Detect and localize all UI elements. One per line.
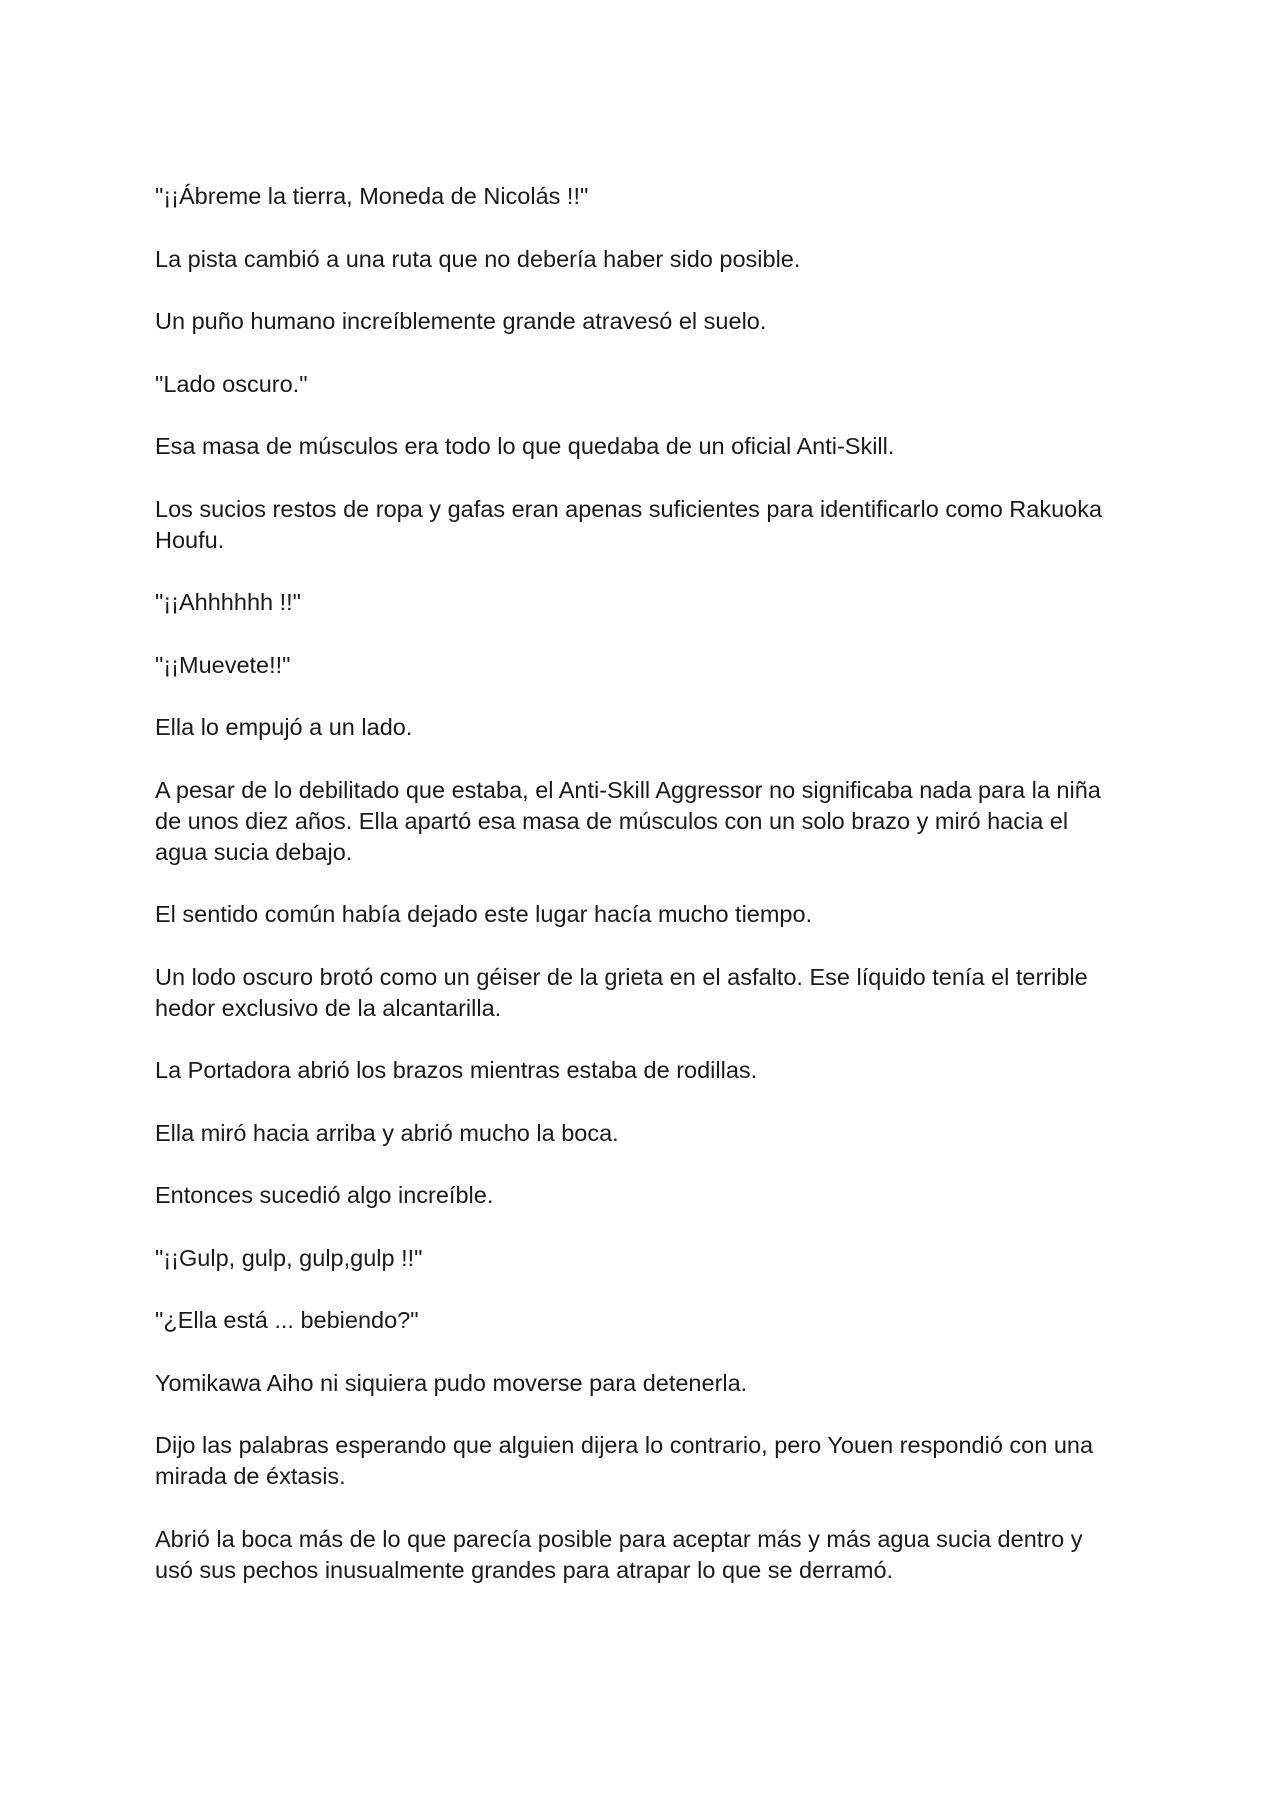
paragraph: A pesar de lo debilitado que estaba, el Anti-Skill Aggressor no significaba nada para la niña de unos diez años. Ella apartó esa masa de músculos con un solo brazo y miró hacia el agua sucia debajo. — [155, 776, 1101, 865]
paragraph: "¿Ella está ... bebiendo?" — [155, 1307, 419, 1333]
paragraph: Un puño humano increíblemente grande atravesó el suelo. — [155, 308, 767, 334]
paragraph: El sentido común había dejado este lugar hacía mucho tiempo. — [155, 901, 813, 927]
paragraph: "¡¡Gulp, gulp, gulp,gulp !!" — [155, 1244, 423, 1271]
paragraph: "Lado oscuro." — [155, 370, 308, 397]
paragraph: Los sucios restos de ropa y gafas eran apenas suficientes para identificarlo como Rakuoka Houfu. — [155, 495, 1103, 553]
paragraph: Abrió la boca más de lo que parecía posible para aceptar más y más agua sucia dentro y usó sus pechos inusualmente grandes para atrapar lo que se derramó. — [155, 1525, 1083, 1583]
paragraph: La Portadora abrió los brazos mientras estaba de rodillas. — [155, 1057, 758, 1083]
paragraph: Ella miró hacia arriba y abrió mucho la boca. — [155, 1119, 619, 1146]
paragraph: Yomikawa Aiho ni siquiera pudo moverse para detenerla. — [155, 1369, 748, 1396]
paragraph: Entonces sucedió algo increíble. — [155, 1182, 494, 1208]
document-body — [155, 181, 1125, 1617]
paragraph: Un lodo oscuro brotó como un géiser de la grieta en el asfalto. Ese líquido tenía el terrible hedor exclusivo de la alcantarilla. — [155, 963, 1088, 1021]
paragraph: "¡¡Ábreme la tierra, Moneda de Nicolás !!" — [155, 183, 589, 209]
paragraph: Esa masa de músculos era todo lo que quedaba de un oficial Anti-Skill. — [155, 433, 895, 459]
paragraph: Dijo las palabras esperando que alguien dijera lo contrario, pero Youen respondió con una mirada de éxtasis. — [155, 1432, 1094, 1489]
paragraph: La pista cambió a una ruta que no debería haber sido posible. — [155, 245, 801, 272]
paragraph: "¡¡Ahhhhhh !!" — [155, 589, 302, 615]
paragraph: "¡¡Muevete!!" — [155, 651, 291, 678]
paragraph: Ella lo empujó a un lado. — [155, 714, 413, 740]
